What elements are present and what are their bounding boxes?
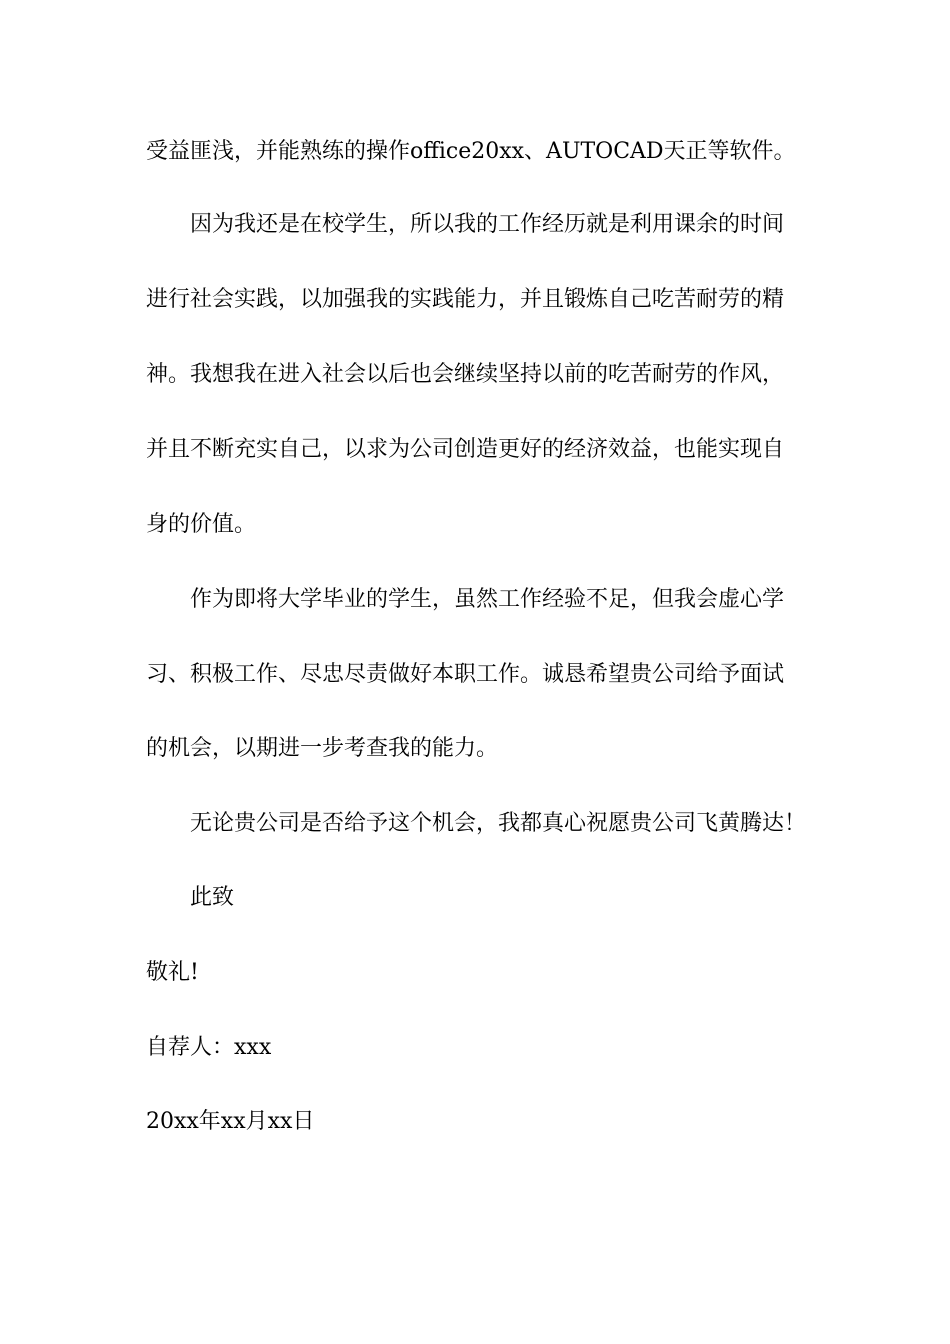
paragraph-line: 作为即将大学毕业的学生，虽然工作经验不足，但我会虚心学 (190, 587, 785, 612)
date-line: 20xx年xx月xx日 (146, 1109, 315, 1134)
paragraph-line: 身的价值。 (146, 512, 257, 537)
paragraph-line: 习、积极工作、尽忠尽责做好本职工作。诚恳希望贵公司给予面试 (146, 662, 785, 687)
paragraph-line: 无论贵公司是否给予这个机会，我都真心祝愿贵公司飞黄腾达！ (190, 811, 807, 836)
paragraph-line: 受益匪浅，并能熟练的操作office20xx、AUTOCAD天正等软件。 (146, 139, 796, 164)
paragraph-line: 因为我还是在校学生，所以我的工作经历就是利用课余的时间 (190, 212, 785, 237)
paragraph-line: 并且不断充实自己，以求为公司创造更好的经济效益，也能实现自 (146, 437, 785, 462)
signature-line: 自荐人：xxx (146, 1035, 272, 1060)
closing-salutation: 此致 (190, 885, 235, 910)
paragraph-line: 的机会，以期进一步考查我的能力。 (146, 736, 499, 761)
paragraph-line: 进行社会实践，以加强我的实践能力，并且锻炼自己吃苦耐劳的精 (146, 287, 785, 312)
closing-respect: 敬礼! (146, 960, 199, 985)
paragraph-line: 神。我想我在进入社会以后也会继续坚持以前的吃苦耐劳的作风， (146, 362, 785, 387)
